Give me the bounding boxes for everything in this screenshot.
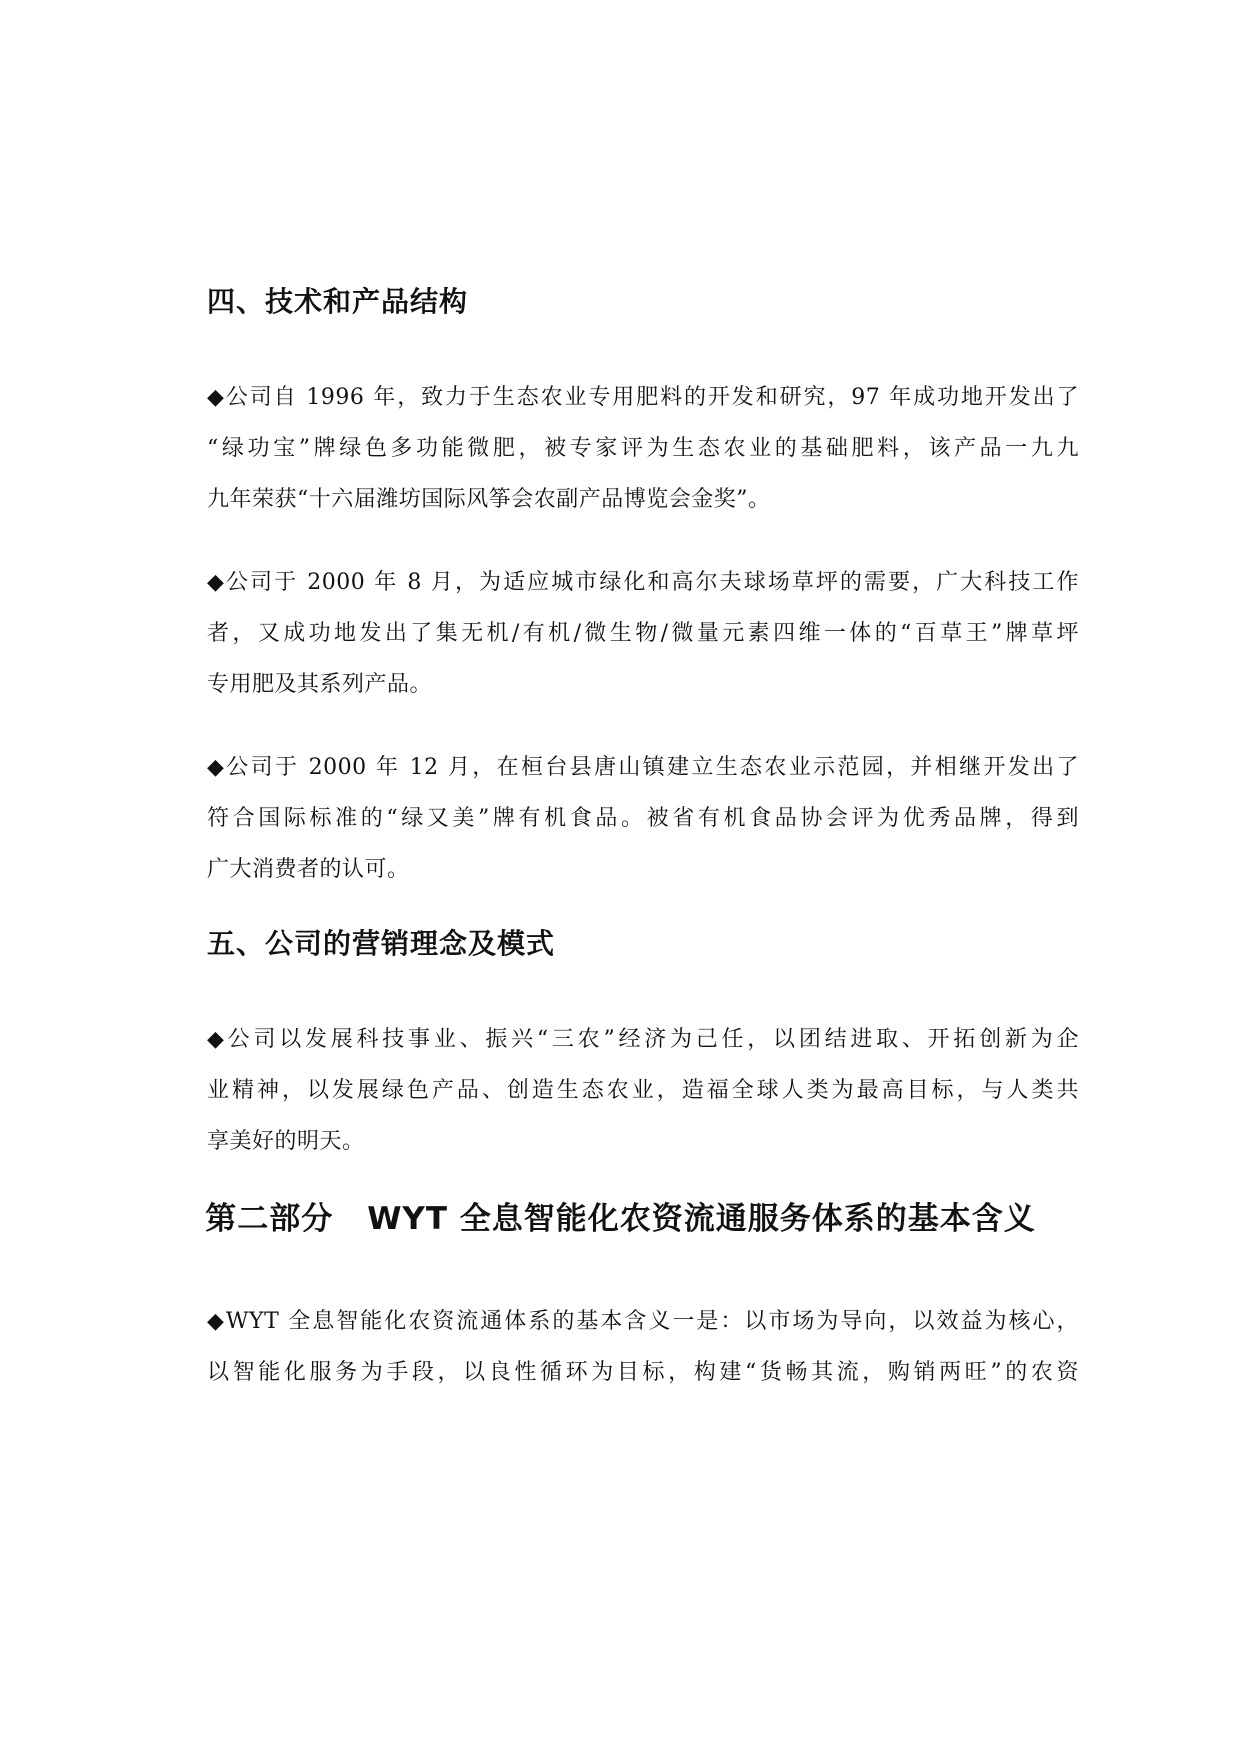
paragraph-organic-food bbox=[207, 742, 1079, 895]
paragraph-line: 专用肥及其系列产品。 bbox=[207, 672, 433, 697]
section-heading-marketing: 五、公司的营销理念及模式 bbox=[207, 927, 556, 960]
paragraph-line: “绿功宝”牌绿色多功能微肥，被专家评为生态农业的基础肥料，该产品一九九 bbox=[207, 436, 1079, 461]
section-heading-technology: 四、技术和产品结构 bbox=[207, 285, 469, 318]
paragraph-line: 享美好的明天。 bbox=[207, 1129, 365, 1154]
paragraph-lawn-fertilizer bbox=[207, 557, 1079, 710]
paragraph-line: 者，又成功地发出了集无机/有机/微生物/微量元素四维一体的“百草王”牌草坪 bbox=[207, 621, 1079, 646]
paragraph-line: ◆公司以发展科技事业、振兴“三农”经济为己任，以团结进取、开拓创新为企 bbox=[207, 1027, 1079, 1052]
paragraph-green-fertilizer bbox=[207, 372, 1079, 525]
part-two-label: 第二部分 bbox=[205, 1201, 334, 1237]
paragraph-line: ◆公司自 1996 年，致力于生态农业专用肥料的开发和研究，97 年成功地开发出了 bbox=[207, 385, 1079, 410]
paragraph-line: 业精神，以发展绿色产品、创造生态农业，造福全球人类为最高目标，与人类共 bbox=[207, 1078, 1079, 1103]
paragraph-line: 九年荣获“十六届潍坊国际风筝会农副产品博览会金奖”。 bbox=[207, 487, 771, 512]
paragraph-line: ◆公司于 2000 年 12 月，在桓台县唐山镇建立生态农业示范园，并相继开发出了 bbox=[207, 755, 1079, 780]
paragraph-line: ◆WYT 全息智能化农资流通体系的基本含义一是：以市场为导向，以效益为核心， bbox=[207, 1309, 1079, 1334]
paragraph-line: ◆公司于 2000 年 8 月，为适应城市绿化和高尔夫球场草坪的需要，广大科技工作 bbox=[207, 570, 1079, 595]
paragraph-line: 以智能化服务为手段，以良性循环为目标，构建“货畅其流，购销两旺”的农资 bbox=[207, 1360, 1079, 1385]
paragraph-marketing-philosophy bbox=[207, 1014, 1079, 1167]
part-two-heading bbox=[0, 1197, 1241, 1241]
part-two-title: WYT 全息智能化农资流通服务体系的基本含义 bbox=[367, 1201, 1036, 1237]
paragraph-wyt-definition bbox=[207, 1296, 1079, 1398]
paragraph-line: 广大消费者的认可。 bbox=[207, 857, 410, 882]
paragraph-line: 符合国际标准的“绿又美”牌有机食品。被省有机食品协会评为优秀品牌，得到 bbox=[207, 806, 1079, 831]
